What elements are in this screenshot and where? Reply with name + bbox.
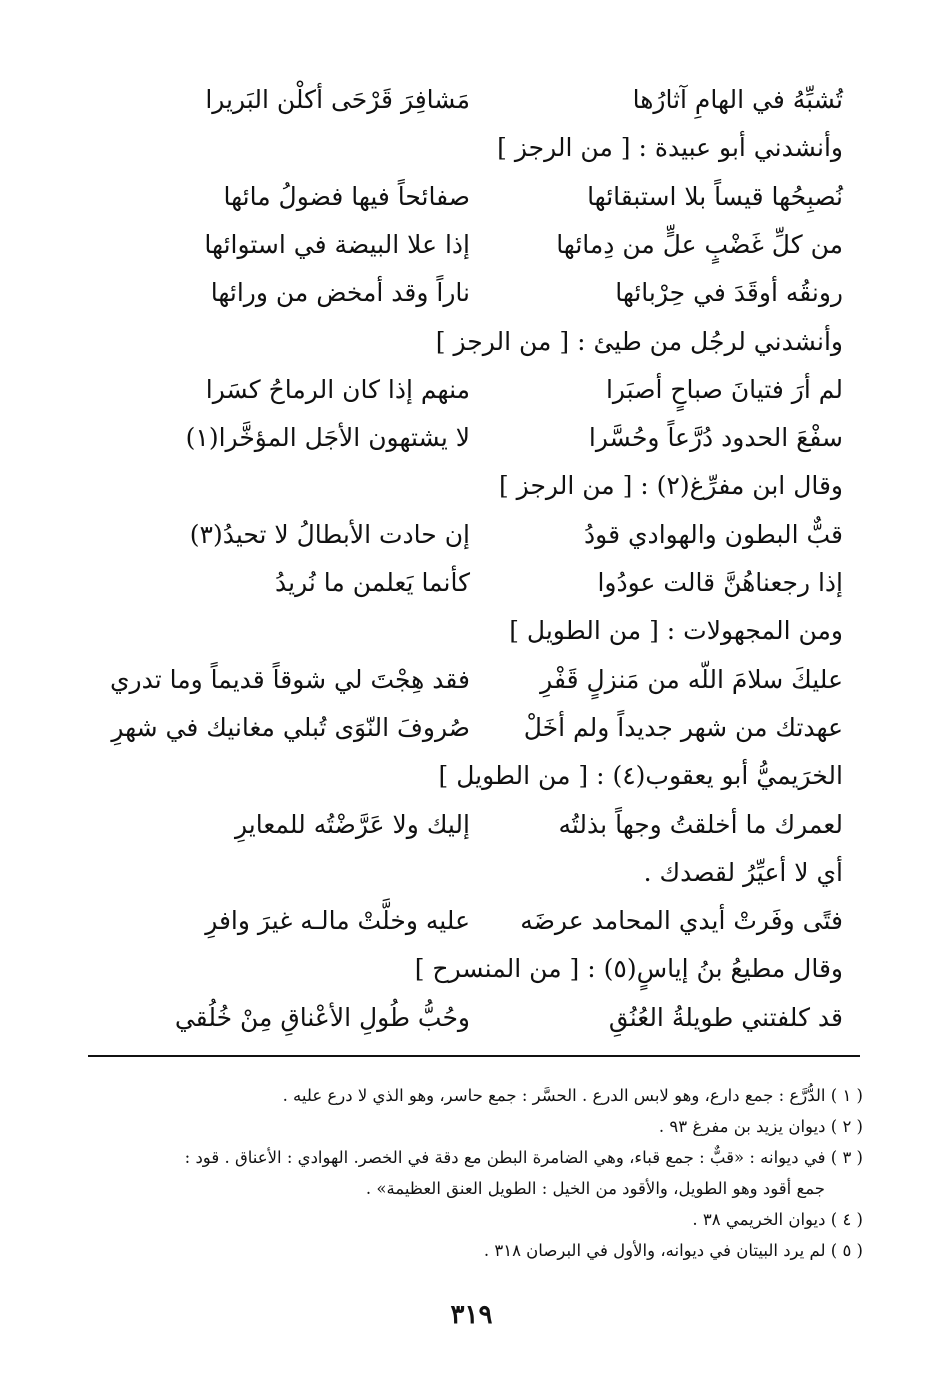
verse-line [100, 559, 843, 607]
second-hemistich: عليه وخلَّتْ مالـه غيرَ وافرِ [205, 906, 470, 936]
verse-line [100, 173, 843, 221]
second-hemistich: وحُبُّ طُولِ الأعْناقِ مِنْ خُلُقي [174, 1002, 470, 1032]
first-hemistich: لم أرَ فتيانَ صباحٍ أصبَرا [605, 374, 843, 404]
footnote-divider [88, 1055, 860, 1057]
first-hemistich: من كلِّ غَضْبٍ علٍّ من دِمائها [556, 229, 843, 259]
second-hemistich: كأنما يَعلمن ما نُريدُ [274, 568, 470, 597]
prose-text: وقال ابن مفرِّغ(٢) : [ من الرجز ] [498, 471, 843, 501]
prose-text: أي لا أعيِّرُ لقصدك . [643, 857, 843, 887]
first-hemistich: قبٌّ البطون والهوادي قودُ [584, 519, 843, 549]
first-hemistich: نُصبِحُها قيساً بلا استبقائها [587, 181, 843, 211]
second-hemistich: صفائحاً فيها فضولُ مائها [223, 181, 470, 211]
prose-text: وقال مطيعُ بنُ إياسٍ(٥) : [ من المنسرح ] [414, 954, 843, 984]
prose-text: وأنشدني أبو عبيدة : [ من الرجز ] [497, 133, 843, 163]
second-hemistich: ناراً وقد أمخض من ورائها [210, 278, 470, 308]
prose-line [100, 607, 843, 655]
verse-line [100, 221, 843, 269]
second-hemistich: صُروفَ النّوَى تُبلي مغانيك في شهرِ [111, 712, 470, 742]
verse-line [100, 897, 843, 945]
footnote: ( ٥ ) لم يرد البيتان في ديوانه، والأول في البرصان ٣١٨ . [483, 1241, 863, 1260]
prose-text: وأنشدني لرجُل من طيئ : [ من الرجز ] [435, 326, 843, 356]
second-hemistich: إن حادت الأبطالُ لا تحيدُ(٣) [189, 519, 470, 549]
second-hemistich: إذا علا البيضة في استوائها [204, 229, 470, 259]
first-hemistich: عهدتك من شهر جديداً ولم أخَلْ [523, 712, 843, 742]
verse-line [100, 511, 843, 559]
prose-line [100, 124, 843, 172]
prose-line [100, 462, 843, 510]
second-hemistich: لا يشتهون الأجَل المؤخَّرا(١) [185, 423, 470, 453]
footnote: ( ٣ ) في ديوانه : «قبٌّ : جمع قباء، وهي الضامرة البطن مع دقة في الخصر. الهوادي : الأعناق . قود : [184, 1148, 863, 1167]
first-hemistich: إذا رجعناهُنَّ قالت عودُوا [597, 568, 843, 597]
prose-line [100, 945, 843, 993]
first-hemistich: فتًى وفَرتْ أيدي المحامد عرضَه [520, 906, 843, 936]
verse-line [100, 704, 843, 752]
verse-line [100, 76, 843, 124]
second-hemistich: منهم إذا كان الرماحُ كسَرا [205, 374, 470, 404]
footnote: ( ٢ ) ديوان يزيد بن مفرغ ٩٣ . [658, 1117, 863, 1136]
prose-line [100, 849, 843, 897]
first-hemistich: رونقُه أوقَدَ في حِرْبائها [615, 278, 843, 308]
second-hemistich: مَشافِرَ قَرْحَى أكلْن البَريرا [205, 85, 470, 114]
verse-line [100, 801, 843, 849]
footnote: جمع أقود وهو الطويل، والأقود من الخيل : الطويل العنق العظيمة» . [365, 1179, 825, 1198]
prose-text: ومن المجهولات : [ من الطويل ] [509, 616, 843, 646]
footnote: ( ١ ) الدُّرَّع : جمع دارع، وهو لابس الدرع . الحسَّر : جمع حاسر، وهو الذي لا درع عليه . [282, 1086, 863, 1105]
verse-line [100, 414, 843, 462]
first-hemistich: سفْعَ الحدود دُرَّعاً وحُسَّرا [588, 423, 843, 453]
footnote: ( ٤ ) ديوان الخريمي ٣٨ . [692, 1210, 863, 1229]
page-number: ٣١٩ [450, 1300, 493, 1330]
first-hemistich: قد كلفتني طويلةُ العُنُقِ [608, 1002, 843, 1032]
first-hemistich: عليكَ سلامَ اللّه من مَنزلٍ قَفْرِ [540, 664, 843, 694]
prose-text: الخرَيميُّ أبو يعقوب(٤) : [ من الطويل ] [438, 761, 843, 791]
verse-line [100, 366, 843, 414]
second-hemistich: إليك ولا عَرَّضْتُه للمعايرِ [234, 809, 470, 839]
prose-line [100, 752, 843, 800]
verse-line [100, 994, 843, 1042]
verse-line [100, 269, 843, 317]
prose-line [100, 318, 843, 366]
second-hemistich: فقد هِجْتَ لي شوقاً قديماً وما تدري [109, 664, 470, 694]
first-hemistich: لعمرك ما أخلقتُ وجهاً بذلتُه [558, 809, 843, 839]
verse-line [100, 656, 843, 704]
first-hemistich: تُشبِّهُ في الهامِ آثارُها [632, 85, 843, 114]
